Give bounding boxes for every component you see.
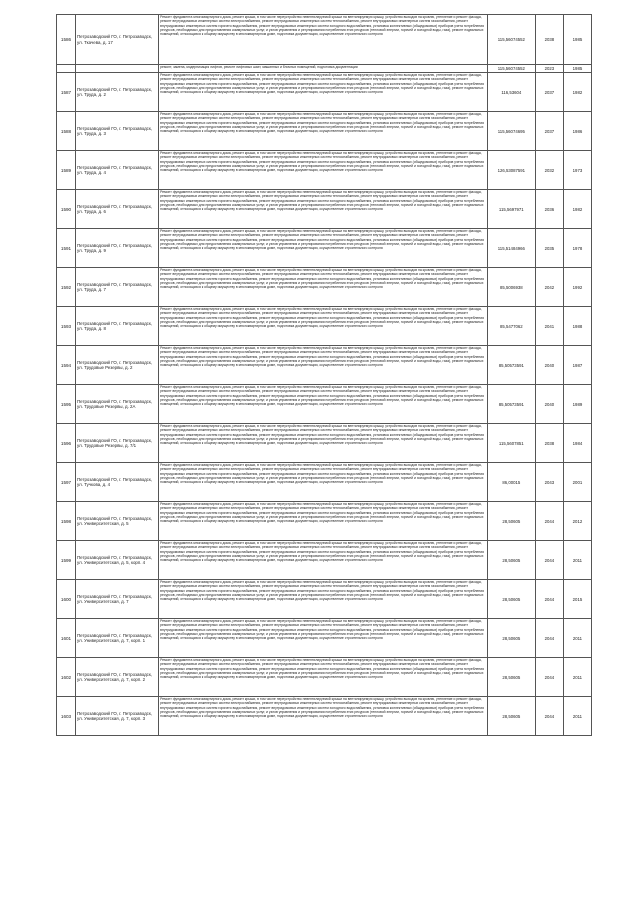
address-cell [76,307,159,346]
planned-year-text: 2037 [544,89,555,95]
row-number-cell [57,307,76,346]
planned-year-cell [535,268,563,307]
build-year-cell [563,307,591,346]
planned-year-text: 2040 [544,401,555,407]
works-text: Ремонт фундамента многоквартирного дома, ремонт крыши, в том числе переустройство невентилируемой крыши на вентилируемую крышу, устройство выходов на кровлю, утепление и ремонт фасада, ремонт внутридомовых инженерных систем электроснабжения, ремонт внутридомовых инженерных систем теплоснабжения, ремонт внутридомовых инженерных систем газоснабжения, ремонт внутридомовых инженерных систем горячего водоснабжения, ремонт внутридомовых инженерных систем холодного водоснабжения, установка коллективных (общедомовых) приборов учета потребления ресурсов, необходимых для предоставления коммунальных услуг, и узлов управления и регулирования потребления этих ресурсов (тепловой энергии, горячей и холодной воды, газа), ремонт подвальных помещений, относящихся к общему имуществу в многоквартирном доме, подготовка документации, осуществление строительного контроля [160,73,484,94]
row-number-cell [57,15,76,65]
table-row [57,307,592,346]
cost-text: 115,5607851 [498,440,524,446]
table-row [57,151,592,190]
cost-cell [487,15,535,65]
planned-year-text: 2042 [544,284,555,290]
table-row [57,580,592,619]
planned-year-cell [535,502,563,541]
cost-text: 85,5006938 [499,284,523,290]
build-year-text: 1987 [572,362,583,368]
cost-text: 85,5477062 [499,323,523,329]
works-cell [159,385,488,424]
address-text: Петрозаводский ГО, г. Петрозаводск, ул. Университетская, д. 5 [77,515,152,526]
works-text: Ремонт фундамента многоквартирного дома, ремонт крыши, в том числе переустройство невентилируемой крыши на вентилируемую крышу, устройство выходов на кровлю, утепление и ремонт фасада, ремонт внутридомовых инженерных систем электроснабжения, ремонт внутридомовых инженерных систем теплоснабжения, ремонт внутридомовых инженерных систем газоснабжения, ремонт внутридомовых инженерных систем горячего водоснабжения, ремонт внутридомовых инженерных систем холодного водоснабжения, установка коллективных (общедомовых) приборов учета потребления ресурсов, необходимых для предоставления коммунальных услуг, и узлов управления и регулирования потребления этих ресурсов (тепловой энергии, горячей и холодной воды, газа), ремонт подвальных помещений, относящихся к общему имуществу в многоквартирном доме, подготовка документации, осуществление строительного контроля [160,385,484,406]
address-cell [76,65,159,73]
row-number-cell [57,190,76,229]
works-text: Ремонт фундамента многоквартирного дома, ремонт крыши, в том числе переустройство невентилируемой крыши на вентилируемую крышу, устройство выходов на кровлю, утепление и ремонт фасада, ремонт внутридомовых инженерных систем электроснабжения, ремонт внутридомовых инженерных систем теплоснабжения, ремонт внутридомовых инженерных систем газоснабжения, ремонт внутридомовых инженерных систем горячего водоснабжения, ремонт внутридомовых инженерных систем холодного водоснабжения, установка коллективных (общедомовых) приборов учета потребления ресурсов, необходимых для предоставления коммунальных услуг, и узлов управления и регулирования потребления этих ресурсов (тепловой энергии, горячей и холодной воды, газа), ремонт подвальных помещений, относящихся к общему имуществу в многоквартирном доме, подготовка документации, осуществление строительного контроля [160,658,484,679]
row-number-cell [57,424,76,463]
row-number-text: 1598 [60,518,72,524]
build-year-cell [563,15,591,65]
cost-cell [487,307,535,346]
planned-year-text: 2035 [544,245,555,251]
address-cell [76,229,159,268]
cost-cell [487,463,535,502]
build-year-cell [563,424,591,463]
works-cell [159,15,488,65]
cost-cell [487,190,535,229]
build-year-cell [563,151,591,190]
works-cell [159,541,488,580]
address-cell [76,112,159,151]
build-year-cell [563,73,591,112]
row-number-cell [57,112,76,151]
cost-cell [487,502,535,541]
build-year-text: 2011 [572,557,583,563]
row-number-cell [57,580,76,619]
cost-text: 115,56074552 [497,66,525,71]
works-text: Ремонт фундамента многоквартирного дома, ремонт крыши, в том числе переустройство невентилируемой крыши на вентилируемую крышу, устройство выходов на кровлю, утепление и ремонт фасада, ремонт внутридомовых инженерных систем электроснабжения, ремонт внутридомовых инженерных систем теплоснабжения, ремонт внутридомовых инженерных систем газоснабжения, ремонт внутридомовых инженерных систем горячего водоснабжения, ремонт внутридомовых инженерных систем холодного водоснабжения, установка коллективных (общедомовых) приборов учета потребления ресурсов, необходимых для предоставления коммунальных услуг, и узлов управления и регулирования потребления этих ресурсов (тепловой энергии, горячей и холодной воды, газа), ремонт подвальных помещений, относящихся к общему имуществу в многоквартирном доме, подготовка документации, осуществление строительного контроля [160,307,484,328]
cost-cell [487,658,535,697]
table-row [57,65,592,73]
works-cell [159,502,488,541]
works-cell [159,73,488,112]
works-text: Ремонт фундамента многоквартирного дома, ремонт крыши, в том числе переустройство невентилируемой крыши на вентилируемую крышу, устройство выходов на кровлю, утепление и ремонт фасада, ремонт внутридомовых инженерных систем электроснабжения, ремонт внутридомовых инженерных систем теплоснабжения, ремонт внутридомовых инженерных систем газоснабжения, ремонт внутридомовых инженерных систем горячего водоснабжения, ремонт внутридомовых инженерных систем холодного водоснабжения, установка коллективных (общедомовых) приборов учета потребления ресурсов, необходимых для предоставления коммунальных услуг, и узлов управления и регулирования потребления этих ресурсов (тепловой энергии, горячей и холодной воды, газа), ремонт подвальных помещений, относящихся к общему имуществу в многоквартирном доме, подготовка документации, осуществление строительного контроля [160,268,484,289]
row-number-cell [57,151,76,190]
row-number-cell [57,541,76,580]
works-text: Ремонт фундамента многоквартирного дома, ремонт крыши, в том числе переустройство невентилируемой крыши на вентилируемую крышу, устройство выходов на кровлю, утепление и ремонт фасада, ремонт внутридомовых инженерных систем электроснабжения, ремонт внутридомовых инженерных систем теплоснабжения, ремонт внутридомовых инженерных систем газоснабжения, ремонт внутридомовых инженерных систем горячего водоснабжения, ремонт внутридомовых инженерных систем холодного водоснабжения, установка коллективных (общедомовых) приборов учета потребления ресурсов, необходимых для предоставления коммунальных услуг, и узлов управления и регулирования потребления этих ресурсов (тепловой энергии, горячей и холодной воды, газа), ремонт подвальных помещений, относящихся к общему имуществу в многоквартирном доме, подготовка документации, осуществление строительного контроля [160,229,484,250]
works-cell [159,112,488,151]
planned-year-cell [535,15,563,65]
row-number-text: 1602 [60,674,72,680]
works-cell [159,307,488,346]
row-number-text: 1596 [60,440,72,446]
address-text: Петрозаводский ГО, г. Петрозаводск, ул. Труда, д. 4 [77,164,152,175]
row-number-cell [57,346,76,385]
build-year-text: 1989 [572,401,583,407]
works-text: Ремонт фундамента многоквартирного дома, ремонт крыши, в том числе переустройство невентилируемой крыши на вентилируемую крышу, устройство выходов на кровлю, утепление и ремонт фасада, ремонт внутридомовых инженерных систем электроснабжения, ремонт внутридомовых инженерных систем теплоснабжения, ремонт внутридомовых инженерных систем газоснабжения, ремонт внутридомовых инженерных систем горячего водоснабжения, ремонт внутридомовых инженерных систем холодного водоснабжения, установка коллективных (общедомовых) приборов учета потребления ресурсов, необходимых для предоставления коммунальных услуг, и узлов управления и регулирования потребления этих ресурсов (тепловой энергии, горячей и холодной воды, газа), ремонт подвальных помещений, относящихся к общему имуществу в многоквартирном доме, подготовка документации, осуществление строительного контроля [160,112,484,133]
row-number-cell [57,65,76,73]
planned-year-cell [535,658,563,697]
row-number-text: 1589 [60,167,72,173]
row-number-text: 1593 [60,323,72,329]
address-cell [76,15,159,65]
row-number-cell [57,385,76,424]
build-year-cell [563,385,591,424]
address-text: Петрозаводский ГО, г. Петрозаводск, ул. Труда, д. 9 [77,242,152,253]
row-number-text: 1587 [60,89,72,95]
works-cell [159,268,488,307]
table-row [57,463,592,502]
build-year-cell [563,346,591,385]
cost-cell [487,65,535,73]
address-cell [76,580,159,619]
cost-text: 28,50605 [502,557,521,563]
build-year-text: 2001 [572,479,583,485]
row-number-cell [57,229,76,268]
works-cell [159,580,488,619]
planned-year-cell [535,697,563,736]
build-year-text: 1982 [572,206,583,212]
table-row [57,190,592,229]
cost-text: 85,50573591 [498,362,524,368]
cost-cell [487,346,535,385]
planned-year-text: 2041 [544,323,555,329]
cost-text: 115,51484966 [497,245,525,251]
table-row [57,73,592,112]
planned-year-text: 2038 [544,37,555,42]
planned-year-text: 2044 [544,518,555,524]
address-cell [76,463,159,502]
address-cell [76,73,159,112]
planned-year-text: 2036 [544,206,555,212]
row-number-text: 1595 [60,401,72,407]
cost-cell [487,580,535,619]
works-text: ремонт, замена, модернизация лифтов, ремонт лифтовых шахт, машинных и блочных помещений, подготовка документации [160,65,358,69]
table-row [57,15,592,65]
works-text: Ремонт фундамента многоквартирного дома, ремонт крыши, в том числе переустройство невентилируемой крыши на вентилируемую крышу, устройство выходов на кровлю, утепление и ремонт фасада, ремонт внутридомовых инженерных систем электроснабжения, ремонт внутридомовых инженерных систем теплоснабжения, ремонт внутридомовых инженерных систем газоснабжения, ремонт внутридомовых инженерных систем горячего водоснабжения, ремонт внутридомовых инженерных систем холодного водоснабжения, установка коллективных (общедомовых) приборов учета потребления ресурсов, необходимых для предоставления коммунальных услуг, и узлов управления и регулирования потребления этих ресурсов (тепловой энергии, горячей и холодной воды, газа), ремонт подвальных помещений, относящихся к общему имуществу в многоквартирном доме, подготовка документации, осуществление строительного контроля [160,619,484,640]
works-text: Ремонт фундамента многоквартирного дома, ремонт крыши, в том числе переустройство невентилируемой крыши на вентилируемую крышу, устройство выходов на кровлю, утепление и ремонт фасада, ремонт внутридомовых инженерных систем электроснабжения, ремонт внутридомовых инженерных систем теплоснабжения, ремонт внутридомовых инженерных систем газоснабжения, ремонт внутридомовых инженерных систем горячего водоснабжения, ремонт внутридомовых инженерных систем холодного водоснабжения, установка коллективных (общедомовых) приборов учета потребления ресурсов, необходимых для предоставления коммунальных услуг, и узлов управления и регулирования потребления этих ресурсов (тепловой энергии, горячей и холодной воды, газа), ремонт подвальных помещений, относящихся к общему имуществу в многоквартирном доме, подготовка документации, осуществление строительного контроля [160,580,484,601]
works-cell [159,697,488,736]
row-number-text: 1586 [60,37,72,42]
planned-year-cell [535,424,563,463]
works-cell [159,65,488,73]
build-year-cell [563,190,591,229]
address-text: Петрозаводский ГО, г. Петрозаводск, ул. Труда, д. 3 [77,125,152,136]
works-text: Ремонт фундамента многоквартирного дома, ремонт крыши, в том числе переустройство невентилируемой крыши на вентилируемую крышу, устройство выходов на кровлю, утепление и ремонт фасада, ремонт внутридомовых инженерных систем электроснабжения, ремонт внутридомовых инженерных систем теплоснабжения, ремонт внутридомовых инженерных систем газоснабжения, ремонт внутридомовых инженерных систем горячего водоснабжения, ремонт внутридомовых инженерных систем холодного водоснабжения, установка коллективных (общедомовых) приборов учета потребления ресурсов, необходимых для предоставления коммунальных услуг, и узлов управления и регулирования потребления этих ресурсов (тепловой энергии, горячей и холодной воды, газа), ремонт подвальных помещений, относящихся к общему имуществу в многоквартирном доме, подготовка документации, осуществление строительного контроля [160,502,484,523]
planned-year-text: 2044 [544,596,555,602]
planned-year-cell [535,65,563,73]
build-year-text: 1985 [572,37,583,42]
row-number-text: 1599 [60,557,72,563]
planned-year-cell [535,346,563,385]
row-number-cell [57,268,76,307]
address-text: Петрозаводский ГО, г. Петрозаводск, ул. Трудовые Резервы, д. 2 [77,359,152,370]
planned-year-text: 2032 [544,167,555,173]
cost-text: 115,56074552 [497,37,525,42]
build-year-cell [563,580,591,619]
address-cell [76,619,159,658]
cost-text: 28,50605 [502,518,521,524]
build-year-text: 1984 [572,440,583,446]
table-row [57,346,592,385]
build-year-text: 1985 [572,66,583,71]
address-cell [76,697,159,736]
works-text: Ремонт фундамента многоквартирного дома, ремонт крыши, в том числе переустройство невентилируемой крыши на вентилируемую крышу, устройство выходов на кровлю, утепление и ремонт фасада, ремонт внутридомовых инженерных систем электроснабжения, ремонт внутридомовых инженерных систем теплоснабжения, ремонт внутридомовых инженерных систем газоснабжения, ремонт внутридомовых инженерных систем горячего водоснабжения, ремонт внутридомовых инженерных систем холодного водоснабжения, установка коллективных (общедомовых) приборов учета потребления ресурсов, необходимых для предоставления коммунальных услуг, и узлов управления и регулирования потребления этих ресурсов (тепловой энергии, горячей и холодной воды, газа), ремонт подвальных помещений, относящихся к общему имуществу в многоквартирном доме, подготовка документации, осуществление строительного контроля [160,15,484,36]
works-text: Ремонт фундамента многоквартирного дома, ремонт крыши, в том числе переустройство невентилируемой крыши на вентилируемую крышу, устройство выходов на кровлю, утепление и ремонт фасада, ремонт внутридомовых инженерных систем электроснабжения, ремонт внутридомовых инженерных систем теплоснабжения, ремонт внутридомовых инженерных систем газоснабжения, ремонт внутридомовых инженерных систем горячего водоснабжения, ремонт внутридомовых инженерных систем холодного водоснабжения, установка коллективных (общедомовых) приборов учета потребления ресурсов, необходимых для предоставления коммунальных услуг, и узлов управления и регулирования потребления этих ресурсов (тепловой энергии, горячей и холодной воды, газа), ремонт подвальных помещений, относящихся к общему имуществу в многоквартирном доме, подготовка документации, осуществление строительного контроля [160,697,484,718]
table-row [57,697,592,736]
build-year-cell [563,112,591,151]
address-text: Петрозаводский ГО, г. Петрозаводск, ул. Университетская, д. 7, корп. 2 [77,671,152,682]
works-cell [159,424,488,463]
cost-text: 85,50573591 [498,401,524,407]
build-year-text: 2011 [572,713,583,719]
row-number-cell [57,658,76,697]
repair-program-table [56,14,592,736]
table-row [57,112,592,151]
address-text: Петрозаводский ГО, г. Петрозаводск, ул. Университетская, д. 7 [77,593,152,604]
planned-year-text: 2040 [544,362,555,368]
cost-text: 28,50605 [502,635,521,641]
cost-text: 115,5697971 [498,206,524,212]
works-cell [159,151,488,190]
planned-year-text: 2037 [544,128,555,134]
build-year-text: 2015 [572,596,583,602]
planned-year-cell [535,112,563,151]
address-text: Петрозаводский ГО, г. Петрозаводск, ул. Университетская, д. 7, корп. 1 [77,632,152,643]
works-text: Ремонт фундамента многоквартирного дома, ремонт крыши, в том числе переустройство невентилируемой крыши на вентилируемую крышу, устройство выходов на кровлю, утепление и ремонт фасада, ремонт внутридомовых инженерных систем электроснабжения, ремонт внутридомовых инженерных систем теплоснабжения, ремонт внутридомовых инженерных систем газоснабжения, ремонт внутридомовых инженерных систем горячего водоснабжения, ремонт внутридомовых инженерных систем холодного водоснабжения, установка коллективных (общедомовых) приборов учета потребления ресурсов, необходимых для предоставления коммунальных услуг, и узлов управления и регулирования потребления этих ресурсов (тепловой энергии, горячей и холодной воды, газа), ремонт подвальных помещений, относящихся к общему имуществу в многоквартирном доме, подготовка документации, осуществление строительного контроля [160,346,484,367]
build-year-cell [563,658,591,697]
row-number-text: 1590 [60,206,72,212]
planned-year-cell [535,229,563,268]
row-number-text: 1594 [60,362,72,368]
cost-cell [487,229,535,268]
planned-year-cell [535,463,563,502]
planned-year-cell [535,190,563,229]
planned-year-text: 2044 [544,674,555,680]
cost-cell [487,268,535,307]
address-cell [76,502,159,541]
address-cell [76,385,159,424]
row-number-cell [57,502,76,541]
row-number-cell [57,463,76,502]
address-cell [76,658,159,697]
build-year-cell [563,268,591,307]
works-cell [159,619,488,658]
row-number-text: 1603 [60,713,72,719]
planned-year-text: 2044 [544,635,555,641]
cost-text: 86,00015 [502,479,521,485]
build-year-cell [563,541,591,580]
table-row [57,268,592,307]
row-number-text: 1592 [60,284,72,290]
row-number-text: 1601 [60,635,72,641]
address-cell [76,190,159,229]
cost-text: 116,53604 [501,89,522,95]
table-row [57,424,592,463]
works-text: Ремонт фундамента многоквартирного дома, ремонт крыши, в том числе переустройство невентилируемой крыши на вентилируемую крышу, устройство выходов на кровлю, утепление и ремонт фасада, ремонт внутридомовых инженерных систем электроснабжения, ремонт внутридомовых инженерных систем теплоснабжения, ремонт внутридомовых инженерных систем газоснабжения, ремонт внутридомовых инженерных систем горячего водоснабжения, ремонт внутридомовых инженерных систем холодного водоснабжения, установка коллективных (общедомовых) приборов учета потребления ресурсов, необходимых для предоставления коммунальных услуг, и узлов управления и регулирования потребления этих ресурсов (тепловой энергии, горячей и холодной воды, газа), ремонт подвальных помещений, относящихся к общему имуществу в многоквартирном доме, подготовка документации, осуществление строительного контроля [160,463,484,484]
address-text: Петрозаводский ГО, г. Петрозаводск, ул. Труда, д. 8 [77,320,152,331]
cost-text: 115,56074695 [497,128,525,134]
row-number-text: 1588 [60,128,72,134]
planned-year-cell [535,580,563,619]
table-row [57,619,592,658]
planned-year-cell [535,541,563,580]
address-cell [76,424,159,463]
address-cell [76,541,159,580]
table-row [57,541,592,580]
planned-year-text: 2044 [544,557,555,563]
table-row [57,229,592,268]
address-text: Петрозаводский ГО, г. Петрозаводск, ул. Труда, д. 7 [77,281,152,292]
row-number-cell [57,73,76,112]
cost-cell [487,424,535,463]
planned-year-text: 2043 [544,479,555,485]
address-text: Петрозаводский ГО, г. Петрозаводск, ул. Тучкова, д. 4 [77,476,152,487]
build-year-cell [563,619,591,658]
build-year-cell [563,65,591,73]
build-year-text: 1978 [572,245,583,251]
works-cell [159,229,488,268]
cost-cell [487,112,535,151]
row-number-text: 1591 [60,245,72,251]
build-year-text: 1988 [572,323,583,329]
address-text: Петрозаводский ГО, г. Петрозаводск, ул. Труда, д. 6 [77,203,152,214]
address-text: Петрозаводский ГО, г. Петрозаводск, ул. Университетская, д. 7, корп. 3 [77,710,152,721]
cost-text: 28,50605 [502,674,521,680]
cost-cell [487,73,535,112]
address-text: Петрозаводский ГО, г. Петрозаводск, ул. Труда, д. 2 [77,86,152,97]
build-year-cell [563,463,591,502]
row-number-cell [57,619,76,658]
cost-text: 28,50605 [502,713,521,719]
works-cell [159,463,488,502]
planned-year-cell [535,385,563,424]
address-text: Петрозаводский ГО, г. Петрозаводск, ул. Трудовые Резервы, д. 2А [77,398,152,409]
cost-cell [487,151,535,190]
build-year-cell [563,697,591,736]
works-text: Ремонт фундамента многоквартирного дома, ремонт крыши, в том числе переустройство невентилируемой крыши на вентилируемую крышу, устройство выходов на кровлю, утепление и ремонт фасада, ремонт внутридомовых инженерных систем электроснабжения, ремонт внутридомовых инженерных систем теплоснабжения, ремонт внутридомовых инженерных систем газоснабжения, ремонт внутридомовых инженерных систем горячего водоснабжения, ремонт внутридомовых инженерных систем холодного водоснабжения, установка коллективных (общедомовых) приборов учета потребления ресурсов, необходимых для предоставления коммунальных услуг, и узлов управления и регулирования потребления этих ресурсов (тепловой энергии, горячей и холодной воды, газа), ремонт подвальных помещений, относящихся к общему имуществу в многоквартирном доме, подготовка документации, осуществление строительного контроля [160,541,484,562]
planned-year-cell [535,307,563,346]
works-text: Ремонт фундамента многоквартирного дома, ремонт крыши, в том числе переустройство невентилируемой крыши на вентилируемую крышу, устройство выходов на кровлю, утепление и ремонт фасада, ремонт внутридомовых инженерных систем электроснабжения, ремонт внутридомовых инженерных систем теплоснабжения, ремонт внутридомовых инженерных систем газоснабжения, ремонт внутридомовых инженерных систем горячего водоснабжения, ремонт внутридомовых инженерных систем холодного водоснабжения, установка коллективных (общедомовых) приборов учета потребления ресурсов, необходимых для предоставления коммунальных услуг, и узлов управления и регулирования потребления этих ресурсов (тепловой энергии, горячей и холодной воды, газа), ремонт подвальных помещений, относящихся к общему имуществу в многоквартирном доме, подготовка документации, осуществление строительного контроля [160,190,484,211]
build-year-cell [563,229,591,268]
row-number-text: 1597 [60,479,72,485]
planned-year-text: 2044 [544,713,555,719]
planned-year-cell [535,151,563,190]
address-text: Петрозаводский ГО, г. Петрозаводск, ул. Университетская, д. 5, корп. 4 [77,554,152,565]
row-number-cell [57,697,76,736]
address-cell [76,346,159,385]
row-number-text: 1600 [60,596,72,602]
cost-cell [487,697,535,736]
planned-year-cell [535,73,563,112]
cost-text: 126,53087591 [497,167,526,173]
works-text: Ремонт фундамента многоквартирного дома, ремонт крыши, в том числе переустройство невентилируемой крыши на вентилируемую крышу, устройство выходов на кровлю, утепление и ремонт фасада, ремонт внутридомовых инженерных систем электроснабжения, ремонт внутридомовых инженерных систем теплоснабжения, ремонт внутридомовых инженерных систем газоснабжения, ремонт внутридомовых инженерных систем горячего водоснабжения, ремонт внутридомовых инженерных систем холодного водоснабжения, установка коллективных (общедомовых) приборов учета потребления ресурсов, необходимых для предоставления коммунальных услуг, и узлов управления и регулирования потребления этих ресурсов (тепловой энергии, горячей и холодной воды, газа), ремонт подвальных помещений, относящихся к общему имуществу в многоквартирном доме, подготовка документации, осуществление строительного контроля [160,151,484,172]
table-row [57,385,592,424]
cost-text: 28,50605 [502,596,521,602]
build-year-text: 2011 [572,635,583,641]
cost-cell [487,385,535,424]
planned-year-text: 2038 [544,440,555,446]
address-cell [76,151,159,190]
works-cell [159,658,488,697]
planned-year-text: 2023 [544,66,555,71]
table-row [57,658,592,697]
build-year-text: 1973 [572,167,583,173]
works-cell [159,346,488,385]
build-year-text: 1986 [572,128,583,134]
planned-year-cell [535,619,563,658]
works-text: Ремонт фундамента многоквартирного дома, ремонт крыши, в том числе переустройство невентилируемой крыши на вентилируемую крышу, устройство выходов на кровлю, утепление и ремонт фасада, ремонт внутридомовых инженерных систем электроснабжения, ремонт внутридомовых инженерных систем теплоснабжения, ремонт внутридомовых инженерных систем газоснабжения, ремонт внутридомовых инженерных систем горячего водоснабжения, ремонт внутридомовых инженерных систем холодного водоснабжения, установка коллективных (общедомовых) приборов учета потребления ресурсов, необходимых для предоставления коммунальных услуг, и узлов управления и регулирования потребления этих ресурсов (тепловой энергии, горячей и холодной воды, газа), ремонт подвальных помещений, относящихся к общему имуществу в многоквартирном доме, подготовка документации, осуществление строительного контроля [160,424,484,445]
address-text: Петрозаводский ГО, г. Петрозаводск, ул. Ткачева, д. 17 [77,34,152,45]
build-year-text: 1992 [572,284,583,290]
build-year-text: 2012 [572,518,583,524]
build-year-text: 2011 [572,674,583,680]
cost-cell [487,541,535,580]
build-year-text: 1982 [572,89,583,95]
build-year-cell [563,502,591,541]
table-row [57,502,592,541]
cost-cell [487,619,535,658]
address-cell [76,268,159,307]
address-text: Петрозаводский ГО, г. Петрозаводск, ул. Трудовые Резервы, д. 7/1 [77,437,152,448]
table-body [57,15,592,736]
works-cell [159,190,488,229]
